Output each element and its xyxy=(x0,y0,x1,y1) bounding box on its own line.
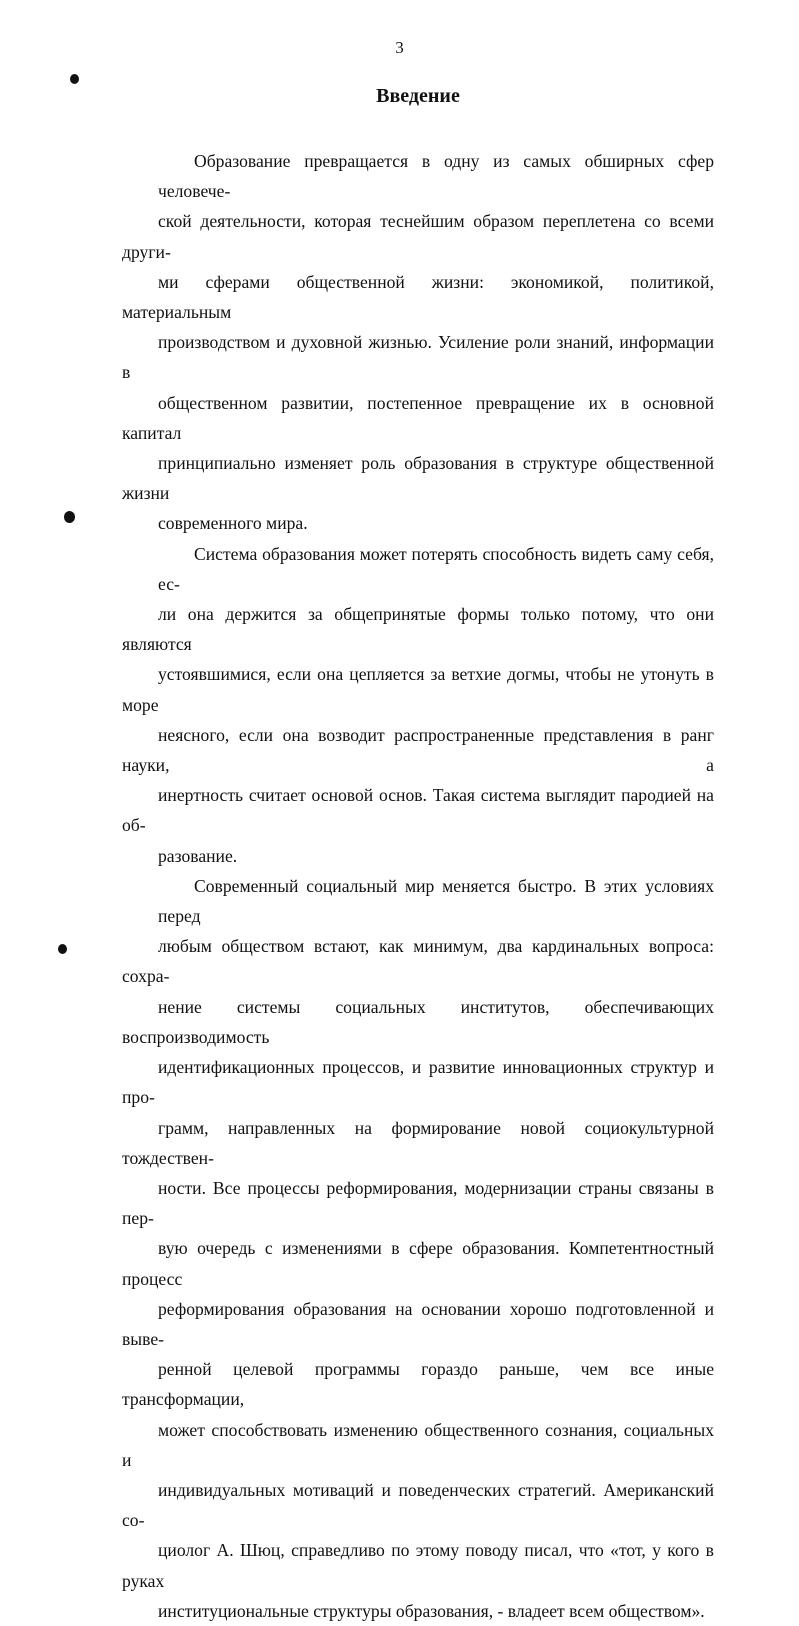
binder-hole-mark xyxy=(64,511,75,523)
text-line: идентификационных процессов, и развитие инновационных структур и про- xyxy=(122,1057,714,1108)
text-line: любым обществом встают, как минимум, два кардинальных вопроса: сохра- xyxy=(122,936,714,987)
text-line: инертность считает основой основ. Такая система выглядит пародией на об- xyxy=(122,785,714,836)
text-line: принципиально изменяет роль образования в структуре общественной жизни xyxy=(122,453,714,504)
text-line: неясного, если она возводит распространенные представления в ранг науки, а xyxy=(122,724,714,776)
text-line: Система образования может потерять способность видеть саму себя, ес- xyxy=(158,543,714,594)
text-line: вую очередь с изменениями в сфере образования. Компетентностный процесс xyxy=(122,1238,714,1289)
paragraph-1 xyxy=(122,146,714,539)
body-text xyxy=(122,146,714,1626)
text-line: устоявшимися, если она цепляется за ветхие догмы, чтобы не утонуть в море xyxy=(122,664,714,715)
page-number: 3 xyxy=(395,38,404,57)
text-line: разование. xyxy=(158,845,238,866)
text-line: Образование превращается в одну из самых обширных сфер человече- xyxy=(158,151,714,202)
text-line: ли она держится за общепринятые формы только потому, что они являются xyxy=(122,604,714,655)
text-line: институциональные структуры образования, - владеет всем обществом». xyxy=(158,1600,705,1621)
text-line: может способствовать изменению общественного сознания, социальных и xyxy=(122,1419,714,1470)
binder-hole-mark xyxy=(58,944,67,954)
text-line: современного мира. xyxy=(158,513,308,534)
text-line: производством и духовной жизнью. Усиление роли знаний, информации в xyxy=(122,332,714,383)
text-line: индивидуальных мотиваций и поведенческих стратегий. Американский со- xyxy=(122,1479,714,1531)
text-line: ми сферами общественной жизни: экономикой, политикой, материальным xyxy=(122,271,714,323)
paragraph-2 xyxy=(122,539,714,871)
section-title: Введение xyxy=(376,85,460,107)
paragraph-3 xyxy=(122,871,714,1626)
text-line: нение системы социальных институтов, обеспечивающих воспроизводимость xyxy=(122,996,714,1047)
text-line: циолог А. Шюц, справедливо по этому поводу писал, что «тот, у кого в руках xyxy=(122,1540,714,1591)
binder-hole-mark xyxy=(70,74,79,84)
text-line: общественном развитии, постепенное превращение их в основной капитал xyxy=(122,392,714,443)
text-line: ренной целевой программы гораздо раньше, чем все иные трансформации, xyxy=(122,1359,714,1410)
text-line: грамм, направленных на формирование новой социокультурной тождествен- xyxy=(122,1117,714,1168)
text-line: ской деятельности, которая теснейшим образом переплетена со всеми други- xyxy=(122,211,714,262)
text-line: реформирования образования на основании хорошо подготовленной и выве- xyxy=(122,1298,714,1349)
text-line: ности. Все процессы реформирования, модернизации страны связаны в пер- xyxy=(122,1177,714,1229)
text-line: Современный социальный мир меняется быстро. В этих условиях перед xyxy=(158,875,714,927)
